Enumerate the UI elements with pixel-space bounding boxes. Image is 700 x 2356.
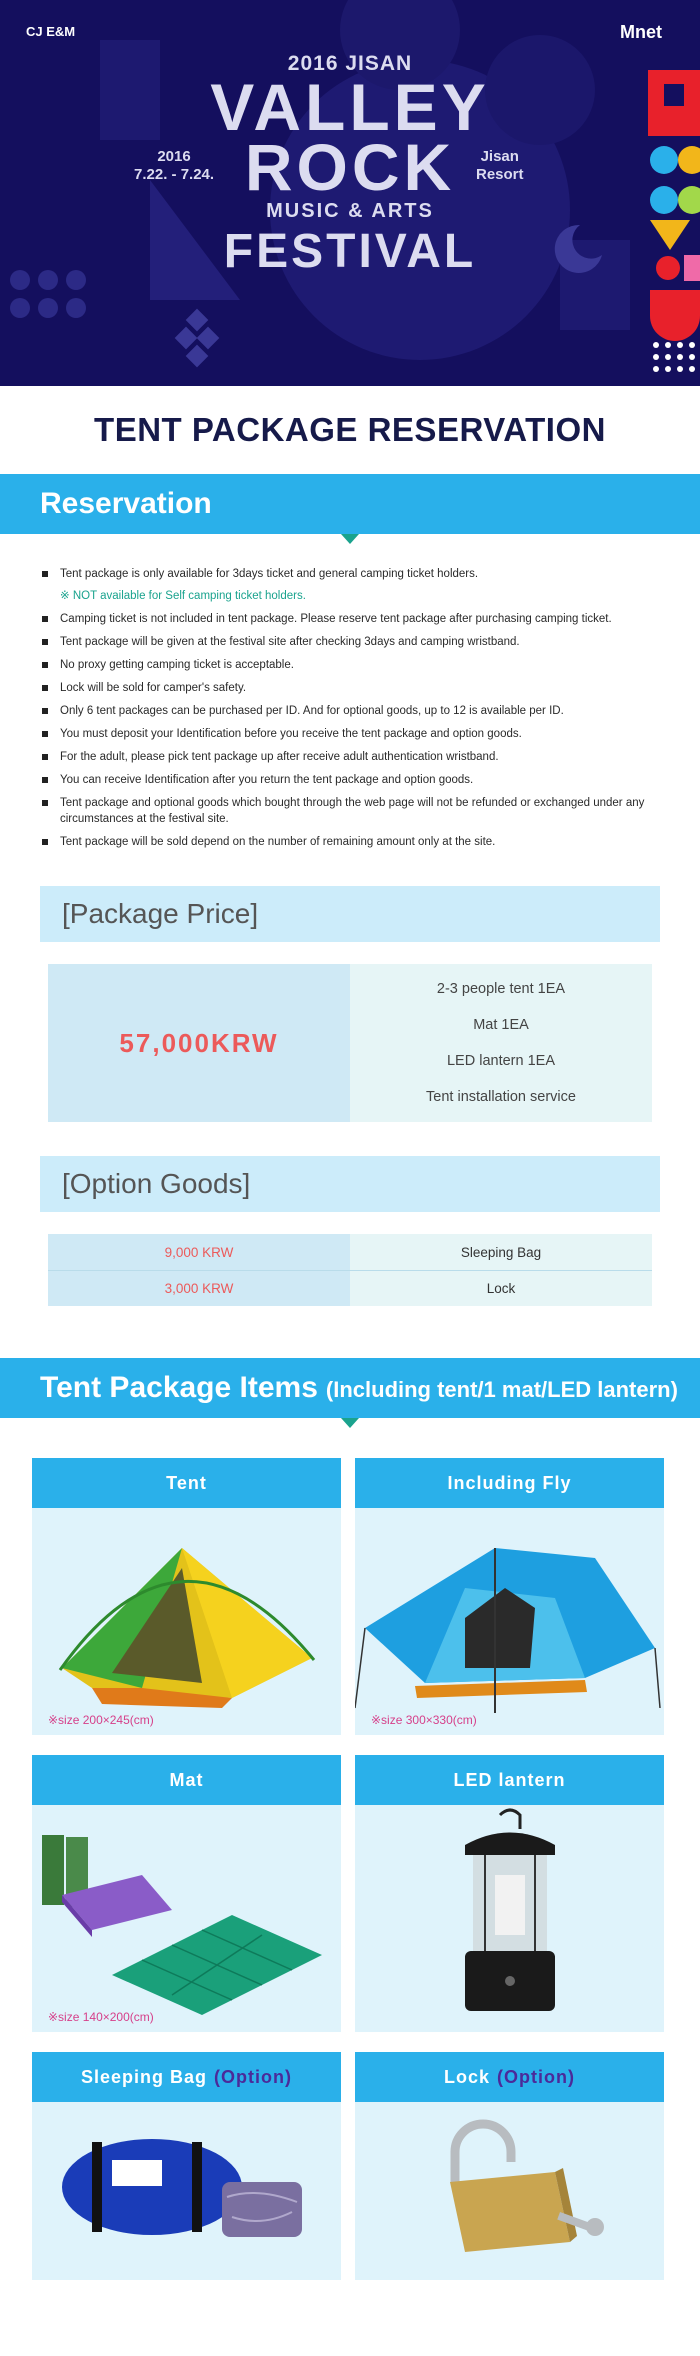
option-item: Lock — [350, 1271, 652, 1306]
list-item — [40, 772, 664, 788]
item-card-picture — [355, 2102, 664, 2280]
item-card-sleeping-bag — [32, 2052, 341, 2280]
item-card-including-fly — [355, 1458, 664, 1735]
package-price-heading — [40, 886, 660, 942]
item-card-picture — [355, 1508, 664, 1735]
list-item — [40, 726, 664, 742]
item-card-picture — [32, 1508, 341, 1735]
package-include-item: Tent installation service — [426, 1089, 576, 1105]
festival-dates — [134, 148, 214, 184]
festival-date-year: 2016 — [157, 148, 191, 165]
reservation-section-title: Reservation — [40, 487, 212, 520]
package-price-heading-text: [Package Price] — [62, 898, 259, 929]
option-goods-heading — [40, 1156, 660, 1212]
list-item — [40, 795, 664, 827]
item-size-note: ※size 200×245(cm) — [48, 1713, 154, 1727]
item-card-lock — [355, 2052, 664, 2280]
mat-image — [32, 1805, 341, 2032]
option-item: Sleeping Bag — [350, 1234, 652, 1270]
rule-text: Only 6 tent packages can be purchased per ID. And for optional goods, up to 12 is available per ID. — [60, 705, 564, 717]
list-item — [40, 634, 664, 650]
list-item — [40, 611, 664, 627]
mnet-logo-text: Mnet — [620, 22, 662, 42]
rule-text: Tent package will be given at the festival site after checking 3days and camping wristband. — [60, 636, 520, 648]
rule-text: You can receive Identification after you return the tent package and option goods. — [60, 774, 474, 786]
item-card-title-text: Sleeping Bag — [80, 2066, 208, 2087]
items-section-subtitle: (Including tent/1 mat/LED lantern) — [325, 1377, 678, 1402]
item-size-note: ※size 300×330(cm) — [371, 1713, 477, 1727]
package-include-item: Mat 1EA — [473, 1017, 529, 1033]
rule-note: ※ NOT available for Self camping ticket holders. — [60, 590, 306, 602]
option-price: 9,000 KRW — [48, 1234, 350, 1270]
list-item — [40, 749, 664, 765]
option-goods-table — [48, 1234, 652, 1306]
item-option-label: (Option) — [214, 2066, 292, 2087]
table-row — [48, 1270, 652, 1306]
item-card-mat — [32, 1755, 341, 2032]
rule-text: Tent package and optional goods which bought through the web page will not be refunded or exchanged under any circumstances at the festival site. — [60, 797, 645, 825]
package-price-table — [48, 964, 652, 1122]
item-card-title-text: Mat — [169, 1769, 204, 1790]
item-card-picture — [32, 2102, 341, 2280]
item-option-label: (Option) — [497, 2066, 575, 2087]
tent-image — [32, 1508, 341, 1735]
table-row — [48, 1234, 652, 1270]
festival-year: 2016 JISAN — [287, 52, 413, 75]
item-card-title — [32, 1458, 341, 1508]
package-price-cell — [48, 964, 350, 1122]
rule-text: Tent package is only available for 3days ticket and general camping ticket holders. — [60, 568, 479, 580]
festival-title-line2: ROCK — [244, 130, 456, 204]
list-item — [40, 834, 664, 850]
option-goods-heading-text: [Option Goods] — [62, 1168, 251, 1199]
festival-venue-line2: Resort — [476, 166, 524, 183]
item-card-title — [355, 1458, 664, 1508]
item-card-title — [32, 1755, 341, 1805]
package-price-value: 57,000KRW — [119, 1027, 279, 1058]
package-includes-cell — [350, 964, 652, 1122]
reservation-rules-list — [0, 534, 700, 850]
reservation-section-header — [0, 474, 700, 534]
item-card-picture — [355, 1805, 664, 2032]
page-title-bar — [0, 386, 700, 474]
option-price: 3,000 KRW — [48, 1271, 350, 1306]
list-item — [40, 657, 664, 673]
festival-venue — [476, 148, 524, 184]
item-card-title — [355, 2052, 664, 2102]
package-include-item: LED lantern 1EA — [446, 1053, 555, 1069]
list-item — [40, 703, 664, 719]
package-include-item: 2-3 people tent 1EA — [436, 981, 566, 997]
festival-banner — [0, 0, 700, 386]
festival-venue-line1: Jisan — [480, 148, 519, 165]
cj-em-logo — [26, 24, 75, 39]
cj-em-logo-text: CJ E&M — [26, 24, 76, 39]
rule-text: No proxy getting camping ticket is acceptable. — [60, 659, 294, 671]
festival-title-line3: FESTIVAL — [223, 225, 477, 278]
page-title: TENT PACKAGE RESERVATION — [94, 411, 606, 448]
item-card-title — [32, 2052, 341, 2102]
festival-subtitle: MUSIC & ARTS — [266, 200, 434, 222]
list-item — [40, 680, 664, 696]
sleeping-bag-image — [32, 2102, 341, 2280]
rule-text: You must deposit your Identification before you receive the tent package and option goods. — [60, 728, 522, 740]
item-card-title-text: LED lantern — [453, 1769, 566, 1790]
item-size-note: ※size 140×200(cm) — [48, 2010, 154, 2024]
lock-image — [355, 2102, 664, 2280]
items-section-title: Tent Package Items — [40, 1371, 318, 1404]
rule-text: For the adult, please pick tent package up after receive adult authentication wristband. — [60, 751, 499, 763]
item-card-title-text: Tent — [166, 1472, 207, 1493]
mnet-logo — [620, 22, 662, 43]
item-card-led-lantern — [355, 1755, 664, 2032]
tent-fly-image — [355, 1508, 664, 1735]
item-card-title — [355, 1755, 664, 1805]
rule-text: Lock will be sold for camper's safety. — [60, 682, 247, 694]
festival-title-line1: VALLEY — [210, 70, 490, 144]
items-section-header — [0, 1358, 700, 1418]
rule-text: Tent package will be sold depend on the number of remaining amount only at the site. — [60, 836, 496, 848]
festival-date-range: 7.22. - 7.24. — [134, 166, 215, 183]
list-item — [40, 566, 664, 604]
item-card-title-text: Lock — [444, 2066, 491, 2087]
item-card-picture — [32, 1805, 341, 2032]
item-card-tent — [32, 1458, 341, 1735]
lantern-image — [355, 1805, 664, 2032]
item-card-title-text: Including Fly — [447, 1472, 572, 1493]
items-grid — [0, 1418, 700, 2280]
rule-text: Camping ticket is not included in tent package. Please reserve tent package after purchasing camping ticket. — [60, 613, 612, 625]
